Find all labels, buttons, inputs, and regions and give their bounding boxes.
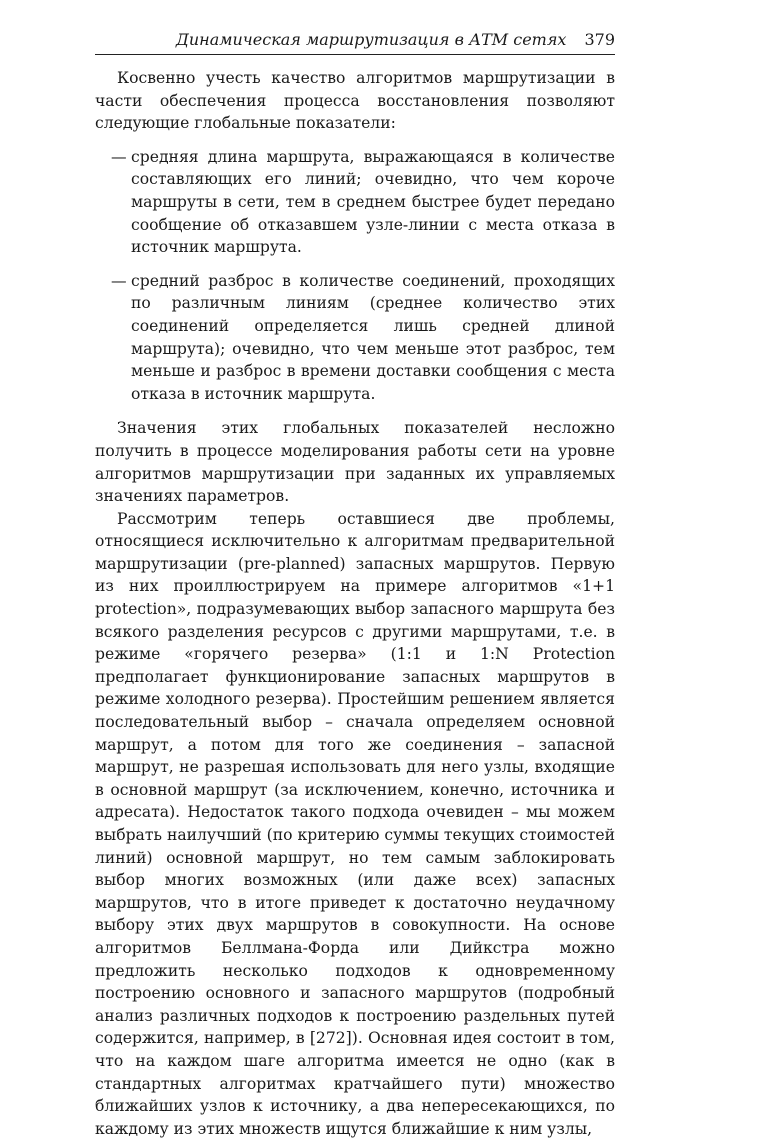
paragraph-global-indicators: Значения этих глобальных показателей несложно получить в процессе моделирования работы сети на уровне алгоритмов маршрутизации при заданных их управляемых значениях параметров. bbox=[95, 419, 615, 506]
list-dash-marker: — bbox=[111, 271, 127, 290]
page-number: 379 bbox=[584, 30, 615, 49]
paragraph-preplanned-routing: Рассмотрим теперь оставшиеся две проблемы, относящиеся исключительно к алгоритмам предварительной маршрутизации (pre-planned) запасных маршрутов. Первую из них проиллюстрируем на примере алгоритмов «1+1 protection», подразумевающих выбор запасного маршрута без всякого разделения ресурсов с другими маршрутами, т.е. в режиме «горячего резерва» (1:1 и 1:N Protection предполагает функционирование запасных маршрутов в режиме холодного резерва). Простейшим решением является последовательный выбор – сначала определяем основной маршрут, а потом для того же соединения – запасной маршрут, не разрешая использовать для него узлы, входящие в основной маршрут (за исключением, конечно, источника и адресата). Недостаток такого подхода очевиден – мы можем выбрать наилучший (по критерию суммы текущих стоимостей линий) основной маршрут, но тем самым заблокировать выбор многих возможных (или даже всех) запасных маршрутов, что в итоге приведет к достаточно неудачному выбору этих двух маршрутов в совокупности. На основе алгоритмов Беллмана-Форда или Дийкстра можно предложить несколько подходов к одновременному построению основного и запасного маршрутов (подробный анализ различных подходов к построению раздельных путей содержится, например, в [272]). Основная идея состоит в том, что на каждом шаге алгоритма имеется не одно (как в стандартных алгоритмах кратчайшего пути) множество ближайших узлов к источнику, а два непересекающихся, по каждому из этих множеств ищутся ближайшие к ним узлы, bbox=[95, 509, 615, 1138]
indicator-list bbox=[95, 146, 615, 406]
body-text bbox=[95, 67, 615, 1140]
list-item bbox=[95, 146, 615, 259]
list-item-text: средний разброс в количестве соединений, проходящих по различным линиям (среднее количество этих соединений определяется лишь средней длиной маршрута); очевидно, что чем меньше этот разброс, тем меньше и разброс в времени доставки сообщения с места отказа в источник маршрута. bbox=[131, 271, 615, 403]
list-item bbox=[95, 270, 615, 406]
intro-paragraph: Косвенно учесть качество алгоритмов маршрутизации в части обеспечения процесса восстановления позволяют следующие глобальные показатели: bbox=[95, 69, 615, 133]
list-dash-marker: — bbox=[111, 147, 127, 166]
list-item-text: средняя длина маршрута, выражающаяся в количестве составляющих его линий; очевидно, что чем короче маршруты в сети, тем в среднем быстрее будет передано сообщение об отказавшем узле-линии с места отказа в источник маршрута. bbox=[131, 147, 615, 257]
running-header bbox=[95, 30, 615, 55]
running-title: Динамическая маршрутизация в АТМ сетях bbox=[175, 30, 567, 49]
